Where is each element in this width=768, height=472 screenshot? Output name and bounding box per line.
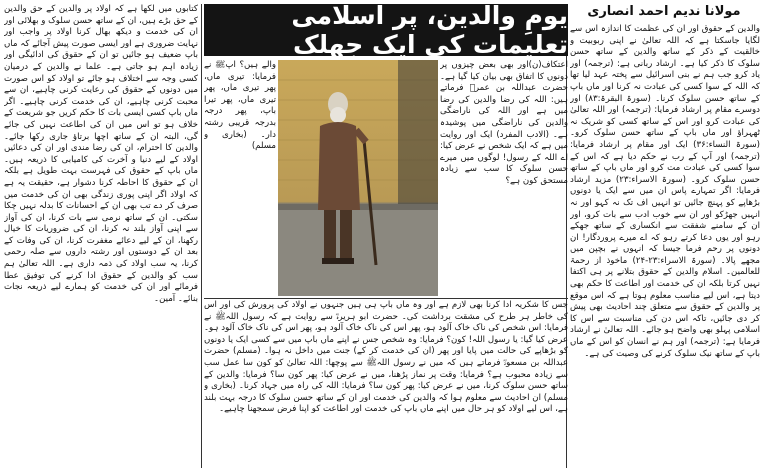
article-text: والے ہیں؟ آپﷺ نے فرمایا: تیری ماں، پھر تیری ماں، پھر تیری ماں، پھر تیرا باپ، پھر درجہ بدرجہ قریبی رشتہ دار۔ (بخاری و مسلم) <box>204 60 276 152</box>
headline: یومِ والدین، پر اسلامی تعلیمات کی ایک جھلک <box>291 1 568 59</box>
author-byline: مولانا ندیم احمد انصاری <box>587 4 741 19</box>
article-text: جس کا شکریہ ادا کرنا بھی لازم ہے اور وہ ماں باپ ہی ہیں جنہوں نے اولاد کی پرورش کی اور اس کی خاطر ہر طرح کی مشقت برداشت کی۔ حضرت ابو ہریرہؓ سے روایت ہے کہ رسول اللہﷺ نے فرمایا: اس شخص کی ناک خاک آلود ہو، پھر اس کی ناک خاک آلود ہو، پھر اس کی ناک خاک آلود ہو۔ عرض کیا گیا: یا رسول اللہ! کون؟ فرمایا: وہ شخص جس نے اپنے ماں باپ میں سے کسی ایک یا دونوں کو بڑھاپے کی حالت میں پایا اور پھر (ان کی خدمت کر کے) جنت میں داخل نہ ہوا۔ (مسلم) حضرت عبداللہ بن مسعودؓ فرماتے ہیں کہ میں نے رسول اللہﷺ سے پوچھا: اللہ تعالیٰ کو کون سا عمل سب سے زیادہ محبوب ہے؟ فرمایا: وقت پر نماز پڑھنا، میں نے عرض کیا: پھر کون سا؟ فرمایا: والدین کے ساتھ حسن سلوک کرنا، میں نے عرض کیا: پھر کون سا؟ فرمایا: اللہ کی راہ میں جہاد کرنا۔ (بخاری و مسلم) ان احادیث سے معلوم ہوا کہ والدین کی خدمت اور ان کے ساتھ حسن سلوک کا درجہ بہت بلند ہے، اس لیے اولاد کو ہر حال میں اپنے ماں باپ کی خدمت اور اطاعت کو اپنا فرض سمجھنا چاہیے۔ <box>204 300 568 415</box>
article-text: اعتکاف(ن)اور بھی بعض چیزوں پر دونوں کا اتفاق بھی بیان کیا گیا ہے۔ حضرت عبداللہ بن عمرؓ فرماتے ہیں: اللہ کی رضا والدین کی رضا میں ہے اور اللہ کی ناراضگی والدین کی ناراضگی میں پوشیدہ ہے۔ (الادب المفرد) ایک اور روایت میں ہے کہ ایک شخص نے عرض کیا: اے اللہ کے رسول! لوگوں میں میرے حسن سلوک کا سب سے زیادہ مستحق کون ہے؟ <box>440 60 568 186</box>
article-column-middle-right <box>440 60 568 296</box>
section-divider <box>204 298 568 299</box>
column-divider <box>201 4 202 468</box>
article-column-middle-bottom <box>204 300 568 468</box>
elderly-man-photo <box>278 60 438 296</box>
article-column-right <box>570 24 760 468</box>
article-column-middle-left <box>204 60 276 296</box>
article-text: والدین کے حقوق اور ان کی عظمت کا اندازہ اس سے لگایا جاسکتا ہے کہ اللہ تعالیٰ نے اپنی ربوبیت و خالقیت کے ذکر کے ساتھ والدین کے ساتھ حسن سلوک کا ذکر کیا ہے۔ ارشاد ربانی ہے: (ترجمہ) اور یاد کرو جب ہم نے بنی اسرائیل سے پختہ عہد لیا تھا کہ اللہ کے سوا کسی کی عبادت نہ کرنا اور ماں باپ کے ساتھ حسن سلوک کرنا۔ (سورۃ البقرۃ:۸۳) اور دوسرے مقام پر ارشاد فرمایا: (ترجمہ) اور اللہ تعالیٰ کی عبادت کرو اور اس کے ساتھ کسی کو شریک نہ ٹھہراؤ اور ماں باپ کے ساتھ حسن سلوک کرو۔ (سورۃ النساء:۳۶) ایک اور مقام پر ارشاد فرمایا: (ترجمہ) اور آپ کے رب نے حکم دیا ہے کہ اس کے سوا کسی کی عبادت مت کرو اور ماں باپ کے ساتھ حسن سلوک کرو۔ (سورۃ الاسراء:۲۳) مزید ارشاد فرمایا: اگر تمہارے پاس ان میں سے ایک یا دونوں بڑھاپے کو پہنچ جائیں تو انہیں اف تک نہ کہو اور نہ انہیں جھڑکو اور ان سے خوب ادب سے بات کرو، اور ان کے سامنے شفقت سے انکساری کے ساتھ جھکے رہو اور یوں دعا کرتے رہو کہ اے میرے پروردگار! ان دونوں پر رحم فرما جیسا کہ انہوں نے بچپن میں مجھے پالا۔ (سورۃ الاسراء:۲۳-۲۴) ماخوذ از رحمۃ للعالمین۔ اسلام والدین کے حقوق بتلانے پر ہی اکتفا نہیں کرتا بلکہ ان کی خدمت اور اطاعت کا حکم بھی دیتا ہے، اس لیے مناسب معلوم ہوتا ہے کہ اس موقع پر والدین کے حقوق سے متعلق چند احادیث بھی پیش کر دی جائیں، تاکہ اس دن کی مناسبت سے اس کا اسلامی پہلو بھی واضح ہو جائے۔ اللہ تعالیٰ نے ارشاد فرمایا ہے: (ترجمہ) اور ہم نے انسان کو اس کے ماں باپ کے ساتھ نیک سلوک کرنے کی وصیت کی ہے۔ <box>570 24 760 359</box>
article-text: کتابوں میں لکھا ہے کہ اولاد پر والدین کے حق والدین کے حق بڑے ہیں، ان کے ساتھ حسن سلوک و بھلائی اور ان کی خدمت و دیکھ بھال کرنا اولاد پر واجب اور نہایت ضروری ہے اور ایسی صورت پیش آجائے کہ ماں باپ ضعیف ہو جائیں تو ان کے حقوق کی ادائیگی اور زیادہ اہم ہو جاتی ہے۔ علما نے والدین کے درمیان کسی وجہ سے اختلاف ہو جائے تو اولاد کو اس صورت میں دونوں کے حقوق کی رعایت کرنی چاہیے، ان سے محبت کرنی چاہیے، ان کی خدمت کرنی چاہیے۔ اگر ماں باپ کسی ایسی بات کا حکم کریں جو شریعت کے خلاف ہو تو اس میں ان کی اطاعت نہیں کی جائے گی، البتہ ان کے ساتھ اچھا برتاؤ جاری رکھا جائے۔ والدین کا احترام، ان کی رضا مندی اور ان کی دعائیں اولاد کے لیے دنیا و آخرت کی کامیابی کا ذریعہ ہیں۔ ماں باپ کے حقوق کی فہرست بہت طویل ہے بلکہ ان کے حقوق کا احاطہ کرنا دشوار ہے، حقیقت یہ ہے کہ اولاد اگر اپنی پوری زندگی بھی ان کی خدمت میں صرف کر دے تب بھی ان کے احسانات کا بدلہ نہیں چکا سکتی۔ ان کے ساتھ نرمی سے بات کرنا، ان کی آواز سے اپنی آواز بلند نہ کرنا، ان کی ضروریات کا خیال رکھنا، ان کے لیے دعائے مغفرت کرنا، ان کی وفات کے بعد ان کے دوستوں اور رشتہ داروں سے صلہ رحمی کرنا، یہ سب اولاد کی ذمہ داری ہے۔ اللہ تعالیٰ ہم سب کو والدین کے حقوق ادا کرنے کی توفیق عطا فرمائے اور ان کی خدمت کو ہمارے لیے ذریعہ نجات بنائے۔ آمین۔ <box>4 4 198 304</box>
headline-banner <box>204 1 568 59</box>
article-photo <box>278 60 438 296</box>
article-column-left <box>4 4 198 468</box>
